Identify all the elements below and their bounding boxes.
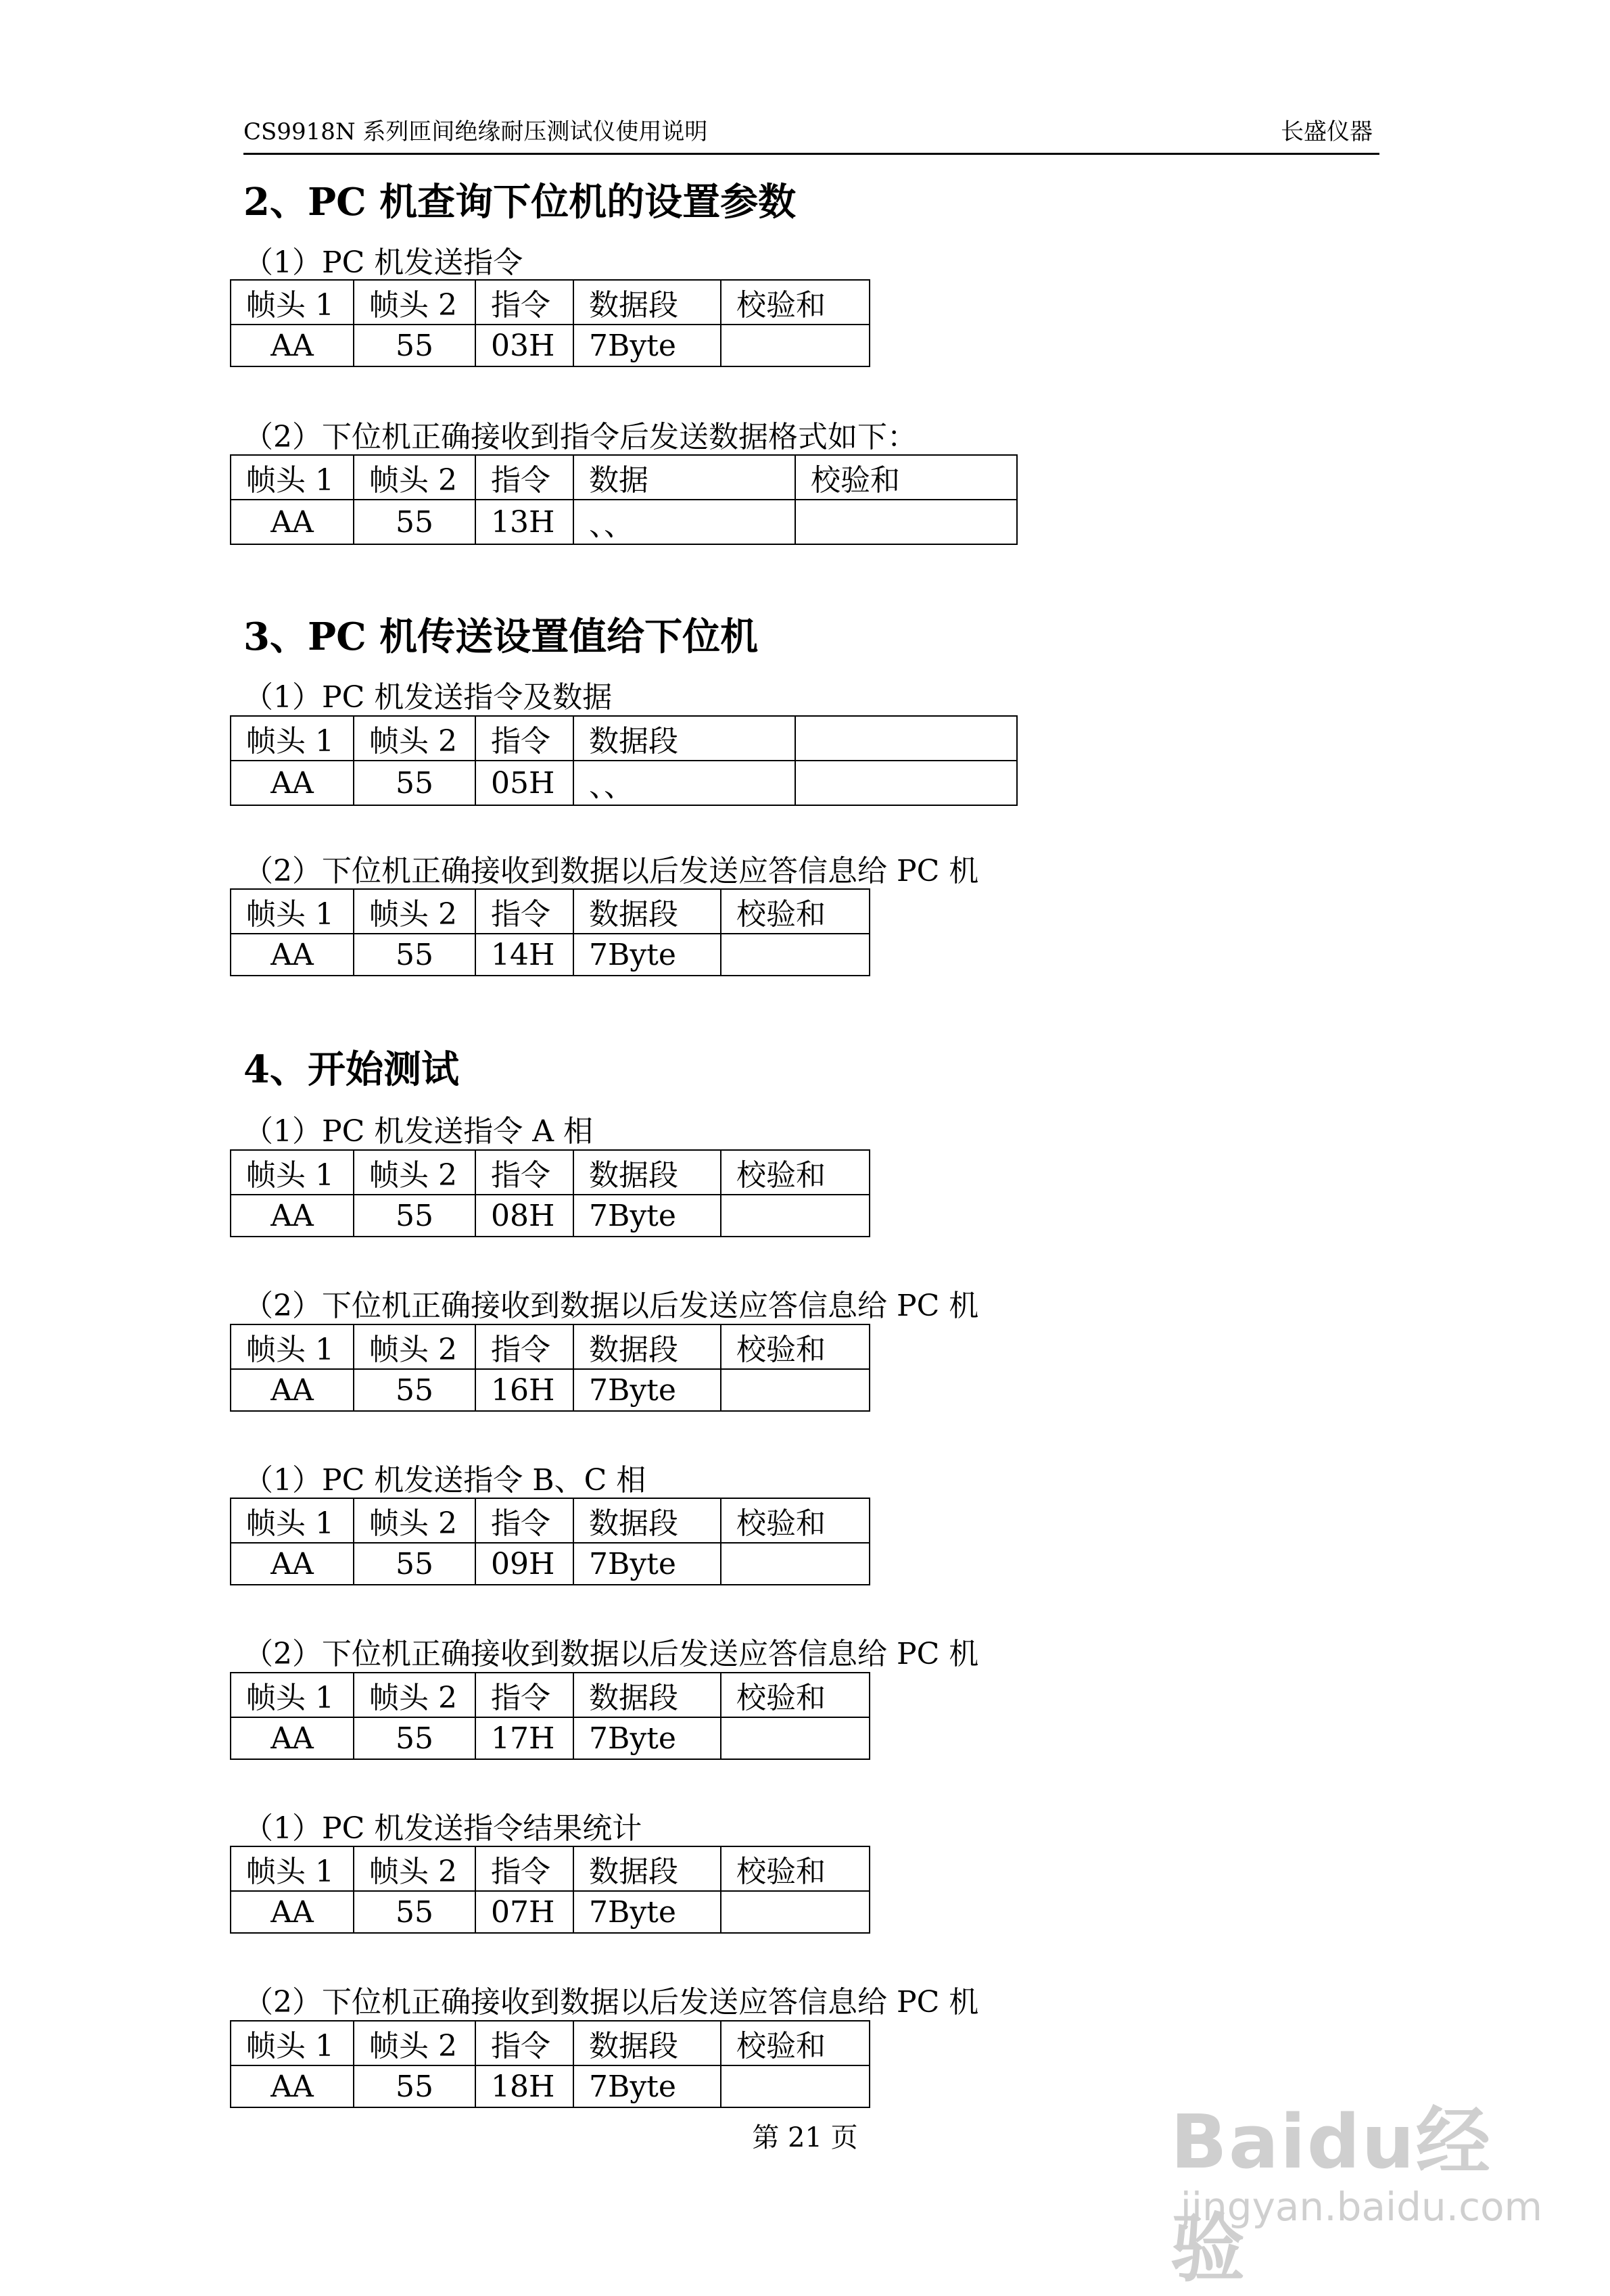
header-cell: 指令 <box>475 889 573 934</box>
header-cell: 帧头 2 <box>354 455 475 500</box>
section-title-4: 4、开始测试 <box>243 1047 459 1092</box>
section-title-3: 3、PC 机传送设置值给下位机 <box>243 615 759 659</box>
command-table <box>230 888 870 976</box>
header-cell: 帧头 1 <box>231 280 354 325</box>
value-cell: 55 <box>354 2065 475 2107</box>
value-cell: 、、 <box>573 761 795 805</box>
value-cell: 08H <box>475 1195 573 1237</box>
header-cell: 帧头 2 <box>354 889 475 934</box>
watermark <box>1170 2082 1549 2292</box>
block-caption: （2）下位机正确接收到数据以后发送应答信息给 PC 机 <box>243 1637 979 1671</box>
value-cell: 55 <box>354 325 475 366</box>
header-cell: 数据段 <box>573 1673 721 1717</box>
page-number: 第 21 页 <box>752 2122 858 2153</box>
block-caption: （1）PC 机发送指令 <box>243 245 523 280</box>
value-cell <box>721 934 870 976</box>
block-caption: （2）下位机正确接收到数据以后发送应答信息给 PC 机 <box>243 1985 979 2019</box>
value-cell <box>795 761 1017 805</box>
value-cell: 7Byte <box>573 1891 721 1933</box>
value-cell: 05H <box>475 761 573 805</box>
block-caption: （2）下位机正确接收到数据以后发送应答信息给 PC 机 <box>243 1289 979 1323</box>
header-cell: 数据段 <box>573 280 721 325</box>
value-cell <box>721 1717 870 1759</box>
header-cell <box>795 716 1017 761</box>
value-cell: 18H <box>475 2065 573 2107</box>
value-cell: 16H <box>475 1369 573 1411</box>
value-cell: AA <box>231 2065 354 2107</box>
command-table <box>230 1149 870 1237</box>
value-cell <box>721 1195 870 1237</box>
value-cell: 55 <box>354 1717 475 1759</box>
header-cell: 帧头 1 <box>231 716 354 761</box>
page-header <box>243 115 1379 155</box>
value-cell: AA <box>231 1543 354 1585</box>
header-cell: 帧头 1 <box>231 1324 354 1369</box>
command-table <box>230 1324 870 1412</box>
value-cell: 7Byte <box>573 325 721 366</box>
company-name: 长盛仪器 <box>1281 118 1373 145</box>
command-table <box>230 1672 870 1760</box>
watermark-url: jingyan.baidu.com <box>1180 2184 1542 2230</box>
block-caption: （1）PC 机发送指令 B、C 相 <box>243 1463 646 1498</box>
header-cell: 指令 <box>475 1150 573 1195</box>
value-cell <box>795 500 1017 544</box>
value-cell <box>721 1543 870 1585</box>
header-cell: 指令 <box>475 2021 573 2065</box>
header-cell: 帧头 2 <box>354 1150 475 1195</box>
header-cell: 数据段 <box>573 2021 721 2065</box>
command-table <box>230 279 870 367</box>
header-cell: 指令 <box>475 716 573 761</box>
value-cell: 7Byte <box>573 1369 721 1411</box>
header-cell: 数据段 <box>573 1150 721 1195</box>
header-cell: 帧头 2 <box>354 1324 475 1369</box>
header-cell: 校验和 <box>721 1846 870 1891</box>
header-cell: 校验和 <box>721 889 870 934</box>
header-cell: 帧头 2 <box>354 716 475 761</box>
value-cell: AA <box>231 761 354 805</box>
header-cell: 帧头 2 <box>354 1846 475 1891</box>
command-table <box>230 2020 870 2108</box>
header-cell: 帧头 1 <box>231 1846 354 1891</box>
header-cell: 校验和 <box>721 280 870 325</box>
section-title-2: 2、PC 机查询下位机的设置参数 <box>243 180 797 224</box>
value-cell: 07H <box>475 1891 573 1933</box>
header-cell: 帧头 1 <box>231 455 354 500</box>
value-cell: 、、 <box>573 500 795 544</box>
header-cell: 帧头 1 <box>231 1498 354 1543</box>
baidu-logo: Baidu经验 <box>1170 2099 1492 2292</box>
document-title: CS9918N 系列匝间绝缘耐压测试仪使用说明 <box>243 118 708 145</box>
header-cell: 帧头 2 <box>354 280 475 325</box>
value-cell: 55 <box>354 761 475 805</box>
value-cell: 55 <box>354 500 475 544</box>
value-cell: 55 <box>354 1543 475 1585</box>
header-cell: 指令 <box>475 280 573 325</box>
header-cell: 校验和 <box>721 1498 870 1543</box>
header-cell: 帧头 1 <box>231 1150 354 1195</box>
header-cell: 指令 <box>475 1846 573 1891</box>
value-cell: 7Byte <box>573 2065 721 2107</box>
header-cell: 帧头 1 <box>231 1673 354 1717</box>
value-cell: 55 <box>354 934 475 976</box>
value-cell: AA <box>231 1195 354 1237</box>
header-cell: 校验和 <box>721 1324 870 1369</box>
command-table <box>230 1498 870 1585</box>
header-cell: 帧头 1 <box>231 2021 354 2065</box>
header-cell: 指令 <box>475 1498 573 1543</box>
header-cell: 指令 <box>475 1673 573 1717</box>
block-caption: （2）下位机正确接收到数据以后发送应答信息给 PC 机 <box>243 854 979 888</box>
command-table <box>230 1846 870 1934</box>
value-cell: 55 <box>354 1369 475 1411</box>
header-cell: 帧头 2 <box>354 1498 475 1543</box>
value-cell <box>721 325 870 366</box>
value-cell: 55 <box>354 1891 475 1933</box>
header-cell: 数据段 <box>573 1498 721 1543</box>
header-cell: 指令 <box>475 455 573 500</box>
block-caption: （2）下位机正确接收到指令后发送数据格式如下： <box>243 420 917 454</box>
value-cell: 09H <box>475 1543 573 1585</box>
value-cell: 13H <box>475 500 573 544</box>
value-cell: AA <box>231 934 354 976</box>
header-cell: 校验和 <box>721 1673 870 1717</box>
value-cell: 7Byte <box>573 1543 721 1585</box>
value-cell: 17H <box>475 1717 573 1759</box>
header-cell: 数据 <box>573 455 795 500</box>
command-table <box>230 715 1018 806</box>
value-cell: AA <box>231 1717 354 1759</box>
header-cell: 帧头 1 <box>231 889 354 934</box>
header-cell: 帧头 2 <box>354 1673 475 1717</box>
block-caption: （1）PC 机发送指令及数据 <box>243 680 613 715</box>
header-cell: 数据段 <box>573 1324 721 1369</box>
value-cell: AA <box>231 500 354 544</box>
value-cell: 7Byte <box>573 1717 721 1759</box>
header-cell: 数据段 <box>573 716 795 761</box>
header-cell: 校验和 <box>795 455 1017 500</box>
command-table <box>230 454 1018 545</box>
value-cell: 7Byte <box>573 934 721 976</box>
value-cell <box>721 1891 870 1933</box>
value-cell <box>721 2065 870 2107</box>
value-cell: AA <box>231 1369 354 1411</box>
value-cell: AA <box>231 325 354 366</box>
block-caption: （1）PC 机发送指令 A 相 <box>243 1114 593 1149</box>
value-cell: 14H <box>475 934 573 976</box>
block-caption: （1）PC 机发送指令结果统计 <box>243 1811 642 1846</box>
value-cell: AA <box>231 1891 354 1933</box>
value-cell: 55 <box>354 1195 475 1237</box>
header-cell: 校验和 <box>721 1150 870 1195</box>
value-cell: 7Byte <box>573 1195 721 1237</box>
header-cell: 指令 <box>475 1324 573 1369</box>
value-cell: 03H <box>475 325 573 366</box>
header-cell: 数据段 <box>573 889 721 934</box>
header-cell: 数据段 <box>573 1846 721 1891</box>
header-cell: 校验和 <box>721 2021 870 2065</box>
header-cell: 帧头 2 <box>354 2021 475 2065</box>
value-cell <box>721 1369 870 1411</box>
